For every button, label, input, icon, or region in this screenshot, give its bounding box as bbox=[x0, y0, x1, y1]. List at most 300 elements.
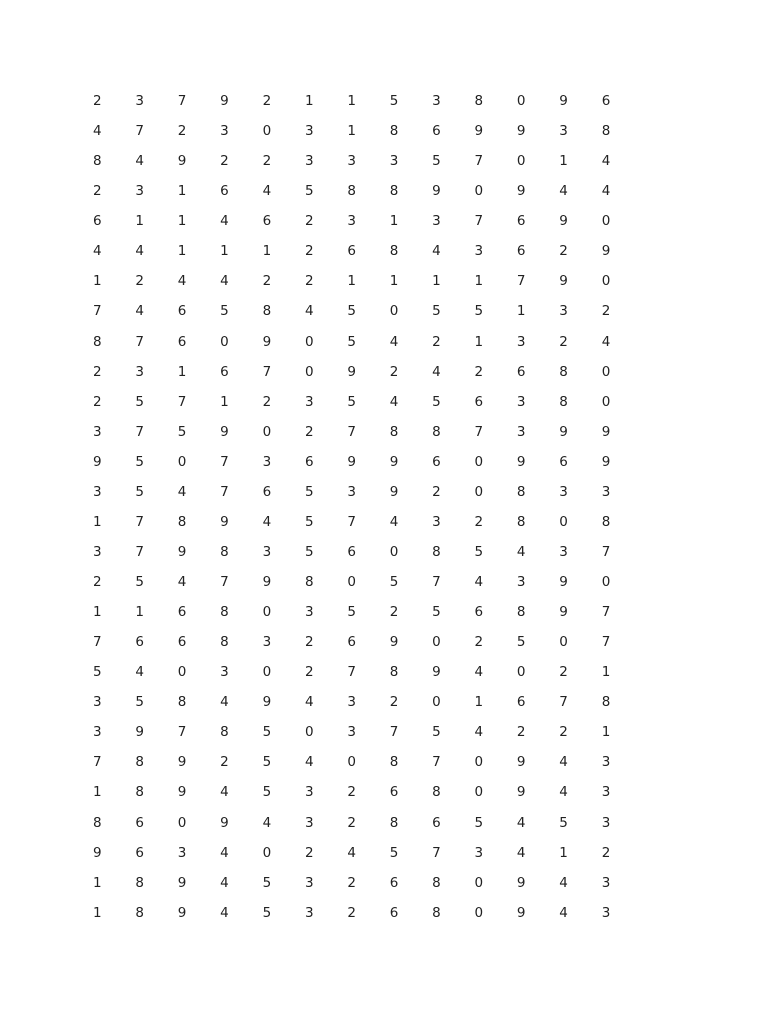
digit-cell: 7 bbox=[220, 483, 229, 500]
digit-cell: 5 bbox=[262, 754, 272, 771]
digit-cell: 0 bbox=[601, 363, 611, 380]
digit-cell: 5 bbox=[389, 844, 399, 861]
digit-cell: 8 bbox=[516, 513, 526, 530]
digit-cell: 4 bbox=[262, 183, 272, 200]
digit-cell: 0 bbox=[304, 724, 314, 741]
digit-cell: 2 bbox=[177, 123, 187, 140]
digit-cell: 2 bbox=[262, 393, 272, 410]
digit-cell: 2 bbox=[262, 273, 272, 290]
digit-row bbox=[93, 116, 648, 146]
digit-cell: 3 bbox=[347, 483, 356, 500]
digit-cell: 8 bbox=[389, 123, 399, 140]
digit-row bbox=[93, 387, 648, 417]
digit-cell: 3 bbox=[432, 513, 441, 530]
digit-cell: 0 bbox=[262, 844, 272, 861]
digit-cell: 4 bbox=[601, 183, 611, 200]
digit-cell: 5 bbox=[347, 303, 356, 320]
digit-cell: 5 bbox=[135, 694, 144, 711]
digit-cell: 9 bbox=[135, 724, 144, 741]
digit-cell: 3 bbox=[474, 844, 484, 861]
digit-cell: 0 bbox=[347, 754, 356, 771]
digit-cell: 1 bbox=[220, 393, 229, 410]
digit-cell: 2 bbox=[389, 694, 399, 711]
digit-cell: 4 bbox=[559, 874, 568, 891]
digit-cell: 9 bbox=[220, 814, 229, 831]
digit-cell: 3 bbox=[135, 363, 144, 380]
digit-cell: 6 bbox=[135, 634, 144, 651]
digit-cell: 7 bbox=[432, 844, 441, 861]
digit-row bbox=[93, 567, 648, 597]
digit-cell: 4 bbox=[135, 153, 144, 170]
digit-cell: 6 bbox=[516, 243, 526, 260]
digit-cell: 3 bbox=[220, 123, 229, 140]
digit-cell: 3 bbox=[93, 543, 102, 560]
digit-cell: 9 bbox=[601, 243, 611, 260]
digit-cell: 8 bbox=[177, 694, 187, 711]
digit-cell: 2 bbox=[347, 784, 356, 801]
digit-cell: 6 bbox=[177, 333, 187, 350]
digit-cell: 7 bbox=[135, 333, 144, 350]
digit-cell: 1 bbox=[177, 243, 187, 260]
digit-cell: 8 bbox=[601, 513, 611, 530]
digit-cell: 3 bbox=[559, 303, 568, 320]
digit-cell: 1 bbox=[559, 153, 568, 170]
digit-cell: 4 bbox=[220, 784, 229, 801]
digit-cell: 7 bbox=[177, 93, 187, 110]
digit-cell: 6 bbox=[347, 634, 356, 651]
digit-cell: 4 bbox=[474, 574, 484, 591]
digit-cell: 3 bbox=[93, 483, 102, 500]
digit-cell: 9 bbox=[262, 333, 272, 350]
digit-cell: 1 bbox=[601, 724, 611, 741]
digit-cell: 7 bbox=[601, 543, 611, 560]
digit-cell: 8 bbox=[220, 634, 229, 651]
digit-cell: 4 bbox=[262, 513, 272, 530]
digit-cell: 5 bbox=[474, 303, 484, 320]
digit-cell: 9 bbox=[516, 754, 526, 771]
digit-cell: 4 bbox=[474, 664, 484, 681]
digit-cell: 9 bbox=[93, 453, 102, 470]
digit-cell: 7 bbox=[389, 724, 399, 741]
digit-cell: 5 bbox=[347, 604, 356, 621]
digit-cell: 0 bbox=[177, 814, 187, 831]
digit-cell: 2 bbox=[262, 93, 272, 110]
digit-cell: 4 bbox=[304, 694, 314, 711]
digit-cell: 3 bbox=[601, 784, 611, 801]
digit-cell: 2 bbox=[347, 874, 356, 891]
digit-cell: 8 bbox=[135, 874, 144, 891]
digit-cell: 8 bbox=[432, 423, 441, 440]
digit-cell: 2 bbox=[304, 273, 314, 290]
digit-cell: 6 bbox=[601, 93, 611, 110]
digit-cell: 4 bbox=[601, 333, 611, 350]
digit-cell: 3 bbox=[516, 333, 526, 350]
digit-cell: 4 bbox=[432, 363, 441, 380]
digit-cell: 6 bbox=[516, 213, 526, 230]
digit-cell: 4 bbox=[262, 814, 272, 831]
digit-cell: 8 bbox=[389, 423, 399, 440]
digit-cell: 9 bbox=[220, 93, 229, 110]
digit-cell: 6 bbox=[432, 123, 441, 140]
digit-cell: 2 bbox=[93, 93, 102, 110]
digit-row bbox=[93, 537, 648, 567]
digit-cell: 5 bbox=[474, 814, 484, 831]
digit-cell: 1 bbox=[389, 273, 399, 290]
digit-cell: 8 bbox=[559, 363, 568, 380]
digit-cell: 5 bbox=[559, 814, 568, 831]
digit-row bbox=[93, 327, 648, 357]
digit-cell: 7 bbox=[93, 754, 102, 771]
digit-cell: 3 bbox=[601, 754, 611, 771]
digit-cell: 8 bbox=[432, 874, 441, 891]
digit-cell: 6 bbox=[220, 363, 229, 380]
digit-cell: 1 bbox=[432, 273, 441, 290]
digit-cell: 4 bbox=[220, 273, 229, 290]
digit-cell: 4 bbox=[516, 543, 526, 560]
digit-cell: 3 bbox=[93, 423, 102, 440]
digit-cell: 1 bbox=[389, 213, 399, 230]
digit-cell: 9 bbox=[516, 453, 526, 470]
digit-cell: 4 bbox=[559, 904, 568, 921]
digit-cell: 4 bbox=[474, 724, 484, 741]
digit-cell: 3 bbox=[304, 814, 314, 831]
digit-cell: 4 bbox=[304, 303, 314, 320]
digit-cell: 3 bbox=[559, 483, 568, 500]
digit-row bbox=[93, 417, 648, 447]
digit-cell: 4 bbox=[177, 273, 187, 290]
digit-cell: 4 bbox=[93, 243, 102, 260]
digit-cell: 4 bbox=[559, 754, 568, 771]
digit-cell: 1 bbox=[559, 844, 568, 861]
digit-cell: 1 bbox=[93, 604, 102, 621]
digit-cell: 8 bbox=[389, 664, 399, 681]
digit-cell: 2 bbox=[559, 664, 568, 681]
digit-cell: 2 bbox=[304, 634, 314, 651]
digit-cell: 0 bbox=[474, 754, 484, 771]
digit-cell: 9 bbox=[177, 754, 187, 771]
digit-cell: 4 bbox=[389, 513, 399, 530]
digit-cell: 6 bbox=[474, 393, 484, 410]
digit-cell: 7 bbox=[601, 604, 611, 621]
digit-cell: 0 bbox=[474, 784, 484, 801]
digit-cell: 0 bbox=[304, 363, 314, 380]
digit-cell: 9 bbox=[177, 543, 187, 560]
digit-cell: 9 bbox=[559, 213, 568, 230]
digit-cell: 7 bbox=[432, 574, 441, 591]
digit-cell: 8 bbox=[601, 123, 611, 140]
digit-cell: 0 bbox=[177, 453, 187, 470]
digit-cell: 5 bbox=[432, 604, 441, 621]
digit-cell: 2 bbox=[474, 363, 484, 380]
digit-cell: 0 bbox=[516, 93, 526, 110]
digit-cell: 8 bbox=[177, 513, 187, 530]
digit-cell: 2 bbox=[432, 333, 441, 350]
digit-cell: 0 bbox=[304, 333, 314, 350]
digit-cell: 5 bbox=[474, 543, 484, 560]
digit-row bbox=[93, 477, 648, 507]
digit-cell: 6 bbox=[559, 453, 568, 470]
digit-cell: 4 bbox=[389, 393, 399, 410]
digit-cell: 8 bbox=[135, 784, 144, 801]
digit-row bbox=[93, 717, 648, 747]
digit-cell: 2 bbox=[432, 483, 441, 500]
digit-cell: 6 bbox=[177, 604, 187, 621]
digit-cell: 7 bbox=[93, 303, 102, 320]
digit-cell: 1 bbox=[474, 694, 484, 711]
digit-cell: 9 bbox=[516, 183, 526, 200]
digit-cell: 9 bbox=[389, 634, 399, 651]
digit-cell: 3 bbox=[559, 543, 568, 560]
digit-cell: 6 bbox=[177, 634, 187, 651]
digit-cell: 0 bbox=[262, 604, 272, 621]
digit-cell: 5 bbox=[220, 303, 229, 320]
digit-cell: 9 bbox=[516, 904, 526, 921]
digit-row bbox=[93, 898, 648, 928]
digit-cell: 6 bbox=[93, 213, 102, 230]
digit-row bbox=[93, 657, 648, 687]
digit-cell: 6 bbox=[347, 543, 356, 560]
digit-cell: 1 bbox=[262, 243, 272, 260]
digit-cell: 9 bbox=[220, 423, 229, 440]
digit-cell: 8 bbox=[389, 814, 399, 831]
digit-cell: 8 bbox=[135, 904, 144, 921]
digit-cell: 9 bbox=[516, 123, 526, 140]
digit-cell: 2 bbox=[262, 153, 272, 170]
digit-cell: 3 bbox=[347, 694, 356, 711]
digit-cell: 2 bbox=[304, 664, 314, 681]
digit-cell: 5 bbox=[262, 874, 272, 891]
digit-row bbox=[93, 627, 648, 657]
digit-cell: 1 bbox=[177, 363, 187, 380]
digit-cell: 1 bbox=[93, 273, 102, 290]
digit-cell: 0 bbox=[389, 303, 399, 320]
digit-cell: 8 bbox=[93, 153, 102, 170]
digit-cell: 2 bbox=[474, 513, 484, 530]
digit-cell: 2 bbox=[304, 243, 314, 260]
digit-cell: 3 bbox=[93, 694, 102, 711]
digit-cell: 0 bbox=[474, 183, 484, 200]
digit-cell: 8 bbox=[347, 183, 356, 200]
digit-cell: 7 bbox=[262, 363, 272, 380]
digit-cell: 2 bbox=[93, 574, 102, 591]
digit-cell: 4 bbox=[135, 243, 144, 260]
digit-cell: 9 bbox=[559, 273, 568, 290]
digit-cell: 3 bbox=[93, 724, 102, 741]
digit-cell: 7 bbox=[93, 634, 102, 651]
digit-cell: 3 bbox=[432, 93, 441, 110]
digit-cell: 7 bbox=[177, 393, 187, 410]
digit-cell: 0 bbox=[474, 874, 484, 891]
digit-cell: 6 bbox=[262, 213, 272, 230]
digit-cell: 3 bbox=[262, 543, 272, 560]
digit-cell: 8 bbox=[389, 754, 399, 771]
digit-cell: 3 bbox=[432, 213, 441, 230]
digit-cell: 9 bbox=[601, 423, 611, 440]
digit-cell: 5 bbox=[262, 904, 272, 921]
digit-cell: 9 bbox=[559, 574, 568, 591]
digit-cell: 5 bbox=[177, 423, 187, 440]
digit-cell: 3 bbox=[601, 874, 611, 891]
digit-cell: 7 bbox=[559, 694, 568, 711]
digit-cell: 3 bbox=[304, 153, 314, 170]
digit-cell: 5 bbox=[304, 483, 314, 500]
digit-row bbox=[93, 777, 648, 807]
digit-cell: 5 bbox=[516, 634, 526, 651]
digit-cell: 5 bbox=[304, 543, 314, 560]
digit-row bbox=[93, 146, 648, 176]
digit-cell: 5 bbox=[135, 483, 144, 500]
digit-cell: 2 bbox=[135, 273, 144, 290]
digit-cell: 7 bbox=[347, 513, 356, 530]
digit-cell: 0 bbox=[474, 453, 484, 470]
digit-cell: 7 bbox=[432, 754, 441, 771]
digit-cell: 0 bbox=[601, 574, 611, 591]
digit-cell: 2 bbox=[304, 423, 314, 440]
digit-cell: 3 bbox=[601, 814, 611, 831]
digit-cell: 6 bbox=[389, 904, 399, 921]
digit-cell: 7 bbox=[601, 634, 611, 651]
digit-cell: 6 bbox=[262, 483, 272, 500]
digit-cell: 3 bbox=[135, 93, 144, 110]
digit-cell: 4 bbox=[601, 153, 611, 170]
digit-cell: 4 bbox=[516, 844, 526, 861]
digit-cell: 1 bbox=[93, 874, 102, 891]
digit-cell: 2 bbox=[559, 333, 568, 350]
digit-cell: 2 bbox=[474, 634, 484, 651]
digit-cell: 8 bbox=[93, 814, 102, 831]
digit-cell: 6 bbox=[432, 453, 441, 470]
digit-cell: 4 bbox=[516, 814, 526, 831]
digit-cell: 8 bbox=[220, 543, 229, 560]
digit-cell: 9 bbox=[389, 483, 399, 500]
digit-cell: 4 bbox=[220, 874, 229, 891]
digit-cell: 4 bbox=[347, 844, 356, 861]
digit-cell: 9 bbox=[177, 784, 187, 801]
digit-cell: 9 bbox=[262, 694, 272, 711]
digit-cell: 1 bbox=[93, 784, 102, 801]
digit-cell: 8 bbox=[559, 393, 568, 410]
digit-cell: 0 bbox=[177, 664, 187, 681]
digit-cell: 3 bbox=[177, 844, 187, 861]
digit-cell: 5 bbox=[389, 93, 399, 110]
digit-row bbox=[93, 838, 648, 868]
digit-cell: 3 bbox=[262, 634, 272, 651]
digit-cell: 6 bbox=[135, 844, 144, 861]
digit-cell: 2 bbox=[220, 754, 229, 771]
digit-cell: 7 bbox=[474, 213, 484, 230]
digit-cell: 5 bbox=[135, 574, 144, 591]
digit-cell: 2 bbox=[93, 393, 102, 410]
digit-cell: 7 bbox=[135, 513, 144, 530]
digit-cell: 3 bbox=[347, 213, 356, 230]
digit-row bbox=[93, 296, 648, 326]
digit-cell: 0 bbox=[474, 483, 484, 500]
digit-cell: 9 bbox=[347, 453, 356, 470]
digit-row bbox=[93, 808, 648, 838]
digit-cell: 1 bbox=[347, 273, 356, 290]
digit-cell: 4 bbox=[559, 183, 568, 200]
digit-cell: 6 bbox=[389, 874, 399, 891]
digit-cell: 9 bbox=[516, 874, 526, 891]
digit-cell: 3 bbox=[304, 123, 314, 140]
digit-cell: 8 bbox=[93, 333, 102, 350]
digit-cell: 3 bbox=[304, 393, 314, 410]
digit-cell: 3 bbox=[389, 153, 399, 170]
digit-row bbox=[93, 868, 648, 898]
digit-cell: 5 bbox=[304, 513, 314, 530]
digit-cell: 1 bbox=[135, 604, 144, 621]
digit-cell: 0 bbox=[389, 543, 399, 560]
digit-cell: 1 bbox=[93, 513, 102, 530]
digit-cell: 2 bbox=[601, 303, 611, 320]
digit-cell: 2 bbox=[516, 724, 526, 741]
digit-cell: 2 bbox=[559, 243, 568, 260]
digit-cell: 1 bbox=[347, 123, 356, 140]
digit-cell: 0 bbox=[262, 423, 272, 440]
digit-cell: 1 bbox=[93, 904, 102, 921]
digit-cell: 4 bbox=[389, 333, 399, 350]
digit-cell: 9 bbox=[177, 874, 187, 891]
digit-cell: 2 bbox=[347, 904, 356, 921]
digit-cell: 9 bbox=[432, 183, 441, 200]
digit-cell: 3 bbox=[516, 393, 526, 410]
digit-cell: 3 bbox=[262, 453, 272, 470]
digit-cell: 1 bbox=[474, 273, 484, 290]
digit-cell: 2 bbox=[389, 363, 399, 380]
digit-cell: 5 bbox=[262, 784, 272, 801]
digit-cell: 7 bbox=[516, 273, 526, 290]
digit-row bbox=[93, 687, 648, 717]
digit-cell: 4 bbox=[135, 664, 144, 681]
digit-row bbox=[93, 206, 648, 236]
digit-cell: 5 bbox=[347, 393, 356, 410]
digit-cell: 0 bbox=[474, 904, 484, 921]
digit-cell: 0 bbox=[347, 574, 356, 591]
digit-cell: 2 bbox=[601, 844, 611, 861]
digit-cell: 7 bbox=[220, 453, 229, 470]
digit-cell: 5 bbox=[432, 393, 441, 410]
digit-cell: 3 bbox=[474, 243, 484, 260]
digit-cell: 4 bbox=[304, 754, 314, 771]
digit-cell: 6 bbox=[220, 183, 229, 200]
digit-cell: 6 bbox=[389, 784, 399, 801]
digit-cell: 2 bbox=[347, 814, 356, 831]
digit-cell: 3 bbox=[347, 153, 356, 170]
digit-cell: 4 bbox=[432, 243, 441, 260]
digit-cell: 8 bbox=[220, 724, 229, 741]
digit-cell: 1 bbox=[304, 93, 314, 110]
digit-cell: 6 bbox=[304, 453, 314, 470]
digit-cell: 8 bbox=[432, 543, 441, 560]
digit-cell: 1 bbox=[135, 213, 144, 230]
digit-cell: 1 bbox=[516, 303, 526, 320]
digit-cell: 0 bbox=[559, 634, 568, 651]
digit-grid bbox=[93, 86, 648, 928]
digit-cell: 5 bbox=[432, 724, 441, 741]
digit-row bbox=[93, 236, 648, 266]
digit-cell: 6 bbox=[177, 303, 187, 320]
digit-cell: 2 bbox=[220, 153, 229, 170]
digit-cell: 8 bbox=[389, 243, 399, 260]
digit-cell: 8 bbox=[304, 574, 314, 591]
digit-cell: 5 bbox=[432, 303, 441, 320]
digit-cell: 9 bbox=[601, 453, 611, 470]
digit-cell: 6 bbox=[474, 604, 484, 621]
digit-cell: 8 bbox=[389, 183, 399, 200]
digit-cell: 3 bbox=[559, 123, 568, 140]
digit-cell: 4 bbox=[559, 784, 568, 801]
digit-row bbox=[93, 357, 648, 387]
